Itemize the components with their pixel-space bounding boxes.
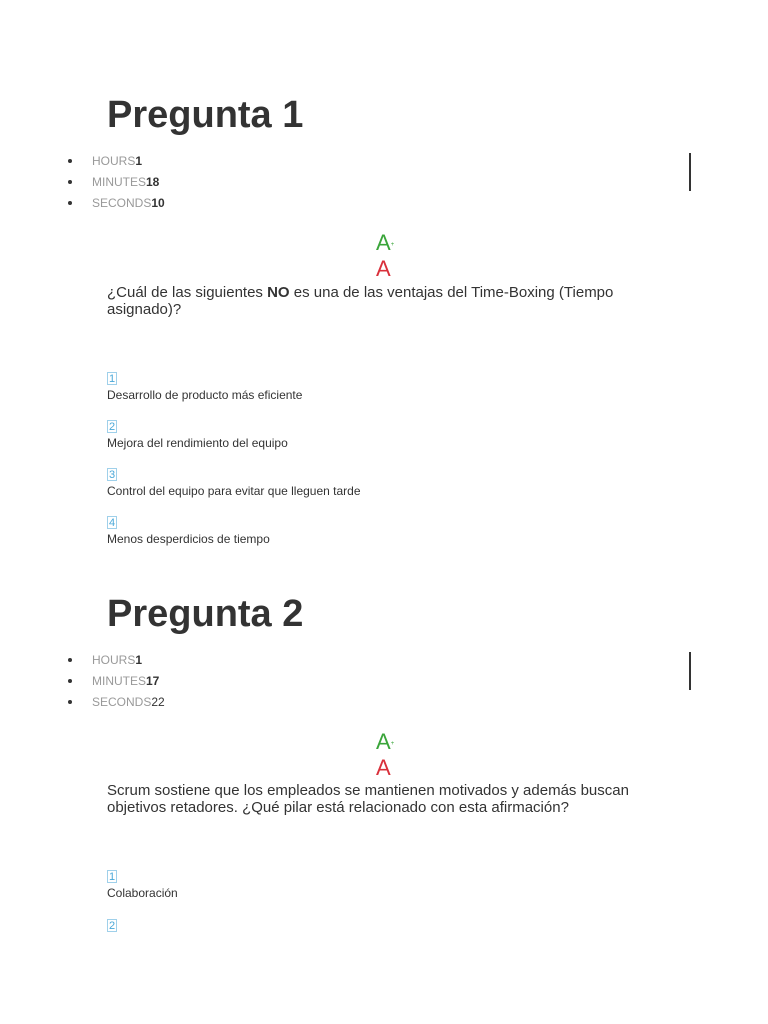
timer-value: 18 [146,175,160,189]
bullet-icon [68,201,72,205]
font-increase-button[interactable]: A+ [376,729,395,754]
option-text: Desarrollo de producto más eficiente [107,388,303,402]
timer-label: MINUTES [92,175,146,189]
timer-label: MINUTES [92,674,146,688]
question-title: Pregunta 2 [107,593,304,635]
emphasis-text: NO [267,284,290,301]
answer-option-1[interactable] [107,369,607,403]
font-decrease-button[interactable]: A [376,256,391,281]
question-title: Pregunta 1 [107,94,304,136]
timer-label: HOURS [92,653,136,667]
question-text: ¿Cuál de las siguientes NO es una de las ventajas del Time-Boxing (Tiempo asignado)? [107,284,614,318]
timer-divider [689,153,691,191]
bullet-icon [68,658,72,662]
answer-option-2[interactable] [107,417,607,451]
timer-value: 1 [135,154,143,168]
option-text: Control del equipo para evitar que lleguen tarde [107,484,361,498]
option-number: 3 [109,469,116,481]
option-number: 2 [109,920,116,932]
timer-value: 1 [135,653,143,667]
bullet-icon [68,180,72,184]
timer-value: 17 [146,674,160,688]
option-text: Menos desperdicios de tiempo [107,532,270,546]
answer-option-2[interactable] [107,916,607,934]
timer-label: HOURS [92,154,136,168]
answer-option-1[interactable] [107,867,607,901]
font-decrease-button[interactable]: A [376,755,391,780]
timer-value: 22 [151,695,165,709]
timer-divider [689,652,691,690]
option-text: Colaboración [107,886,178,900]
timer-value: 10 [151,196,165,210]
answer-option-3[interactable] [107,465,607,499]
font-increase-button[interactable]: A+ [376,230,395,255]
question-text: Scrum sostiene que los empleados se mantienen motivados y además buscan objetivos retadores. ¿Qué pilar está relacionado con esta afirmación? [107,782,629,816]
bullet-icon [68,700,72,704]
timer-label: SECONDS [92,695,152,709]
option-number: 1 [109,373,116,385]
option-text: Mejora del rendimiento del equipo [107,436,288,450]
bullet-icon [68,159,72,163]
bullet-icon [68,679,72,683]
option-number: 4 [109,517,116,529]
answer-option-4[interactable] [107,513,607,547]
option-number: 2 [109,421,116,433]
option-number: 1 [109,871,116,883]
timer-label: SECONDS [92,196,152,210]
